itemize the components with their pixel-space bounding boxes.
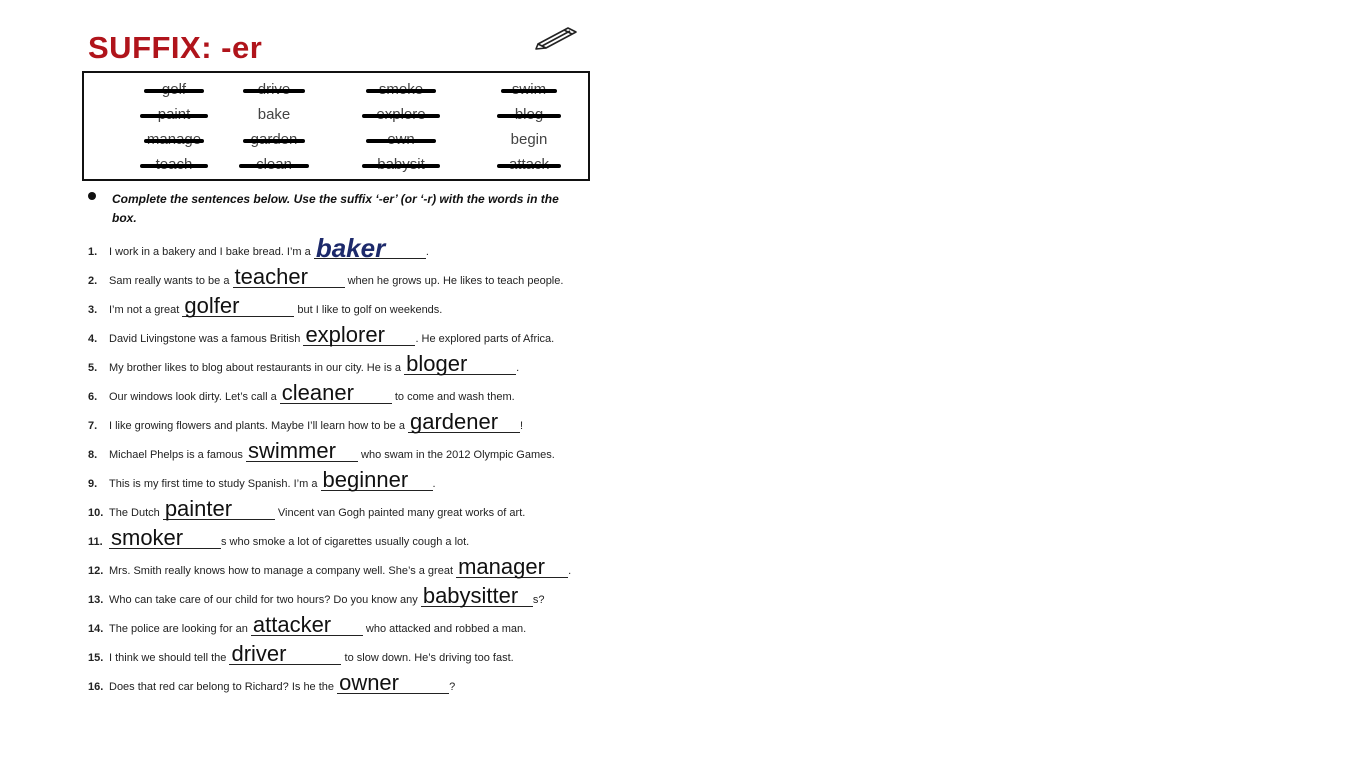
strikethrough-mark <box>140 164 208 168</box>
question-text-before: Michael Phelps is a famous <box>109 449 246 461</box>
strikethrough-mark <box>501 89 557 93</box>
question-text-before: I’m not a great <box>109 304 183 316</box>
strikethrough-mark <box>239 164 309 168</box>
question-text-after: ? <box>449 681 456 693</box>
answer-blank[interactable] <box>229 641 341 666</box>
answer-blank[interactable] <box>280 380 392 405</box>
word-box-item <box>346 131 456 149</box>
question-3 <box>88 293 443 318</box>
word-box-item <box>346 81 456 99</box>
question-text-after: ! <box>520 420 524 432</box>
question-number: 14. <box>88 623 104 635</box>
answer-blank[interactable] <box>314 233 426 263</box>
question-text-after: who attacked and robbed a man. <box>362 623 527 635</box>
answer-text: teacher <box>234 264 308 289</box>
strikethrough-mark <box>366 139 436 143</box>
word-box-item <box>474 106 584 124</box>
answer-text: manager <box>458 554 545 579</box>
question-text-after: to come and wash them. <box>391 391 515 403</box>
question-text-before: The police are looking for an <box>109 623 251 635</box>
question-number: 4. <box>88 333 98 345</box>
word-text: begin <box>510 131 548 148</box>
answer-text: driver <box>231 641 287 666</box>
question-number: 11. <box>88 536 103 548</box>
bullet-icon <box>88 192 96 200</box>
strikethrough-mark <box>497 164 561 168</box>
question-text-after: . <box>516 362 520 374</box>
word-box-item <box>119 156 229 174</box>
question-number: 1. <box>88 246 98 258</box>
question-13 <box>88 583 545 608</box>
question-8 <box>88 438 555 463</box>
question-text-after: s? <box>532 594 545 606</box>
question-number: 9. <box>88 478 98 490</box>
strikethrough-mark <box>144 139 204 143</box>
question-number: 6. <box>88 391 98 403</box>
answer-blank[interactable] <box>233 264 345 289</box>
strikethrough-mark <box>243 89 305 93</box>
answer-text: bloger <box>406 351 468 376</box>
question-15 <box>88 641 514 666</box>
strikethrough-mark <box>140 114 208 118</box>
question-text-before: The Dutch <box>109 507 163 519</box>
answer-blank[interactable] <box>303 322 415 347</box>
answer-text: owner <box>339 670 399 695</box>
question-text-before: My brother likes to blog about restaurants in our city. He is a <box>109 362 405 374</box>
strikethrough-mark <box>366 89 436 93</box>
question-1 <box>88 233 429 263</box>
strikethrough-mark <box>243 139 305 143</box>
word-box-item <box>119 106 229 124</box>
question-number: 12. <box>88 565 104 577</box>
word-box-item <box>474 131 584 149</box>
question-text-after: . He explored parts of Africa. <box>415 333 555 345</box>
word-box-item <box>219 131 329 149</box>
question-text-before: I like growing flowers and plants. Maybe I’ll learn how to be a <box>109 420 408 432</box>
answer-text: attacker <box>252 612 332 637</box>
question-16 <box>88 670 456 695</box>
question-text-after: but I like to golf on weekends. <box>294 304 443 316</box>
question-text-after: . <box>568 565 572 577</box>
question-10 <box>88 496 526 521</box>
question-number: 2. <box>88 275 98 287</box>
word-box-item <box>219 81 329 99</box>
question-text-before: This is my first time to study Spanish. I’m a <box>109 478 321 490</box>
answer-blank[interactable] <box>182 293 294 318</box>
question-11 <box>88 525 470 550</box>
question-text-before: Does that red car belong to Richard? Is he the <box>109 681 338 693</box>
question-number: 10. <box>88 507 104 519</box>
answer-text: explorer <box>305 322 385 347</box>
strikethrough-mark <box>497 114 561 118</box>
question-12 <box>88 554 572 579</box>
word-text: bake <box>257 106 291 123</box>
answer-blank[interactable] <box>421 583 533 608</box>
answer-blank[interactable] <box>109 525 221 550</box>
word-box-item <box>474 81 584 99</box>
answer-blank[interactable] <box>408 409 520 434</box>
answer-blank[interactable] <box>163 496 275 521</box>
strikethrough-mark <box>362 164 440 168</box>
word-box-item <box>219 106 329 124</box>
instructions: Complete the sentences below. Use the suffix ‘-er’ (or ‘-r) with the words in the box. <box>112 192 559 225</box>
answer-text: babysitter <box>422 583 519 608</box>
word-box-item <box>119 131 229 149</box>
word-box-item <box>119 81 229 99</box>
question-2 <box>88 264 564 289</box>
answer-text: swimmer <box>247 438 336 463</box>
question-number: 7. <box>88 420 98 432</box>
word-box-item <box>346 156 456 174</box>
answer-blank[interactable] <box>251 612 363 637</box>
word-box-item <box>346 106 456 124</box>
answer-text: golfer <box>184 293 240 318</box>
worksheet-title: SUFFIX: -er <box>88 30 263 65</box>
question-text-before: Sam really wants to be a <box>109 275 233 287</box>
pencil-icon <box>534 24 580 50</box>
answer-blank[interactable] <box>321 467 433 492</box>
question-4 <box>88 322 555 347</box>
answer-text: baker <box>315 233 386 263</box>
answer-blank[interactable] <box>404 351 516 376</box>
question-text-before: I think we should tell the <box>109 652 230 664</box>
question-text-after: . <box>425 246 429 258</box>
question-number: 3. <box>88 304 98 316</box>
question-text-after: who swam in the 2012 Olympic Games. <box>357 449 555 461</box>
question-text-before: I work in a bakery and I bake bread. I’m a <box>109 246 314 258</box>
question-5 <box>88 351 520 376</box>
question-text-before: Mrs. Smith really knows how to manage a company well. She’s a great <box>109 565 457 577</box>
question-text-after: to slow down. He’s driving too fast. <box>341 652 514 664</box>
answer-text: smoker <box>111 525 184 550</box>
answer-blank[interactable] <box>337 670 449 695</box>
word-box <box>82 71 590 181</box>
answer-blank[interactable] <box>246 438 358 463</box>
answer-text: painter <box>164 496 233 521</box>
question-number: 5. <box>88 362 98 374</box>
question-text-before: Our windows look dirty. Let’s call a <box>109 391 280 403</box>
question-14 <box>88 612 527 637</box>
question-number: 8. <box>88 449 98 461</box>
question-text-after: . <box>432 478 436 490</box>
answer-blank[interactable] <box>456 554 568 579</box>
strikethrough-mark <box>362 114 440 118</box>
question-text-before: Who can take care of our child for two hours? Do you know any <box>109 594 421 606</box>
answer-text: cleaner <box>281 380 354 405</box>
strikethrough-mark <box>144 89 204 93</box>
question-number: 13. <box>88 594 104 606</box>
answer-text: beginner <box>322 467 409 492</box>
word-box-item <box>219 156 329 174</box>
question-text-after: s who smoke a lot of cigarettes usually cough a lot. <box>221 536 470 548</box>
question-6 <box>88 380 515 405</box>
question-text-after: Vincent van Gogh painted many great works of art. <box>274 507 526 519</box>
question-text-after: when he grows up. He likes to teach people. <box>344 275 564 287</box>
question-number: 15. <box>88 652 104 664</box>
question-9 <box>88 467 436 492</box>
answer-text: gardener <box>410 409 499 434</box>
question-7 <box>88 409 524 434</box>
question-number: 16. <box>88 681 104 693</box>
question-text-before: David Livingstone was a famous British <box>109 333 304 345</box>
word-box-item <box>474 156 584 174</box>
